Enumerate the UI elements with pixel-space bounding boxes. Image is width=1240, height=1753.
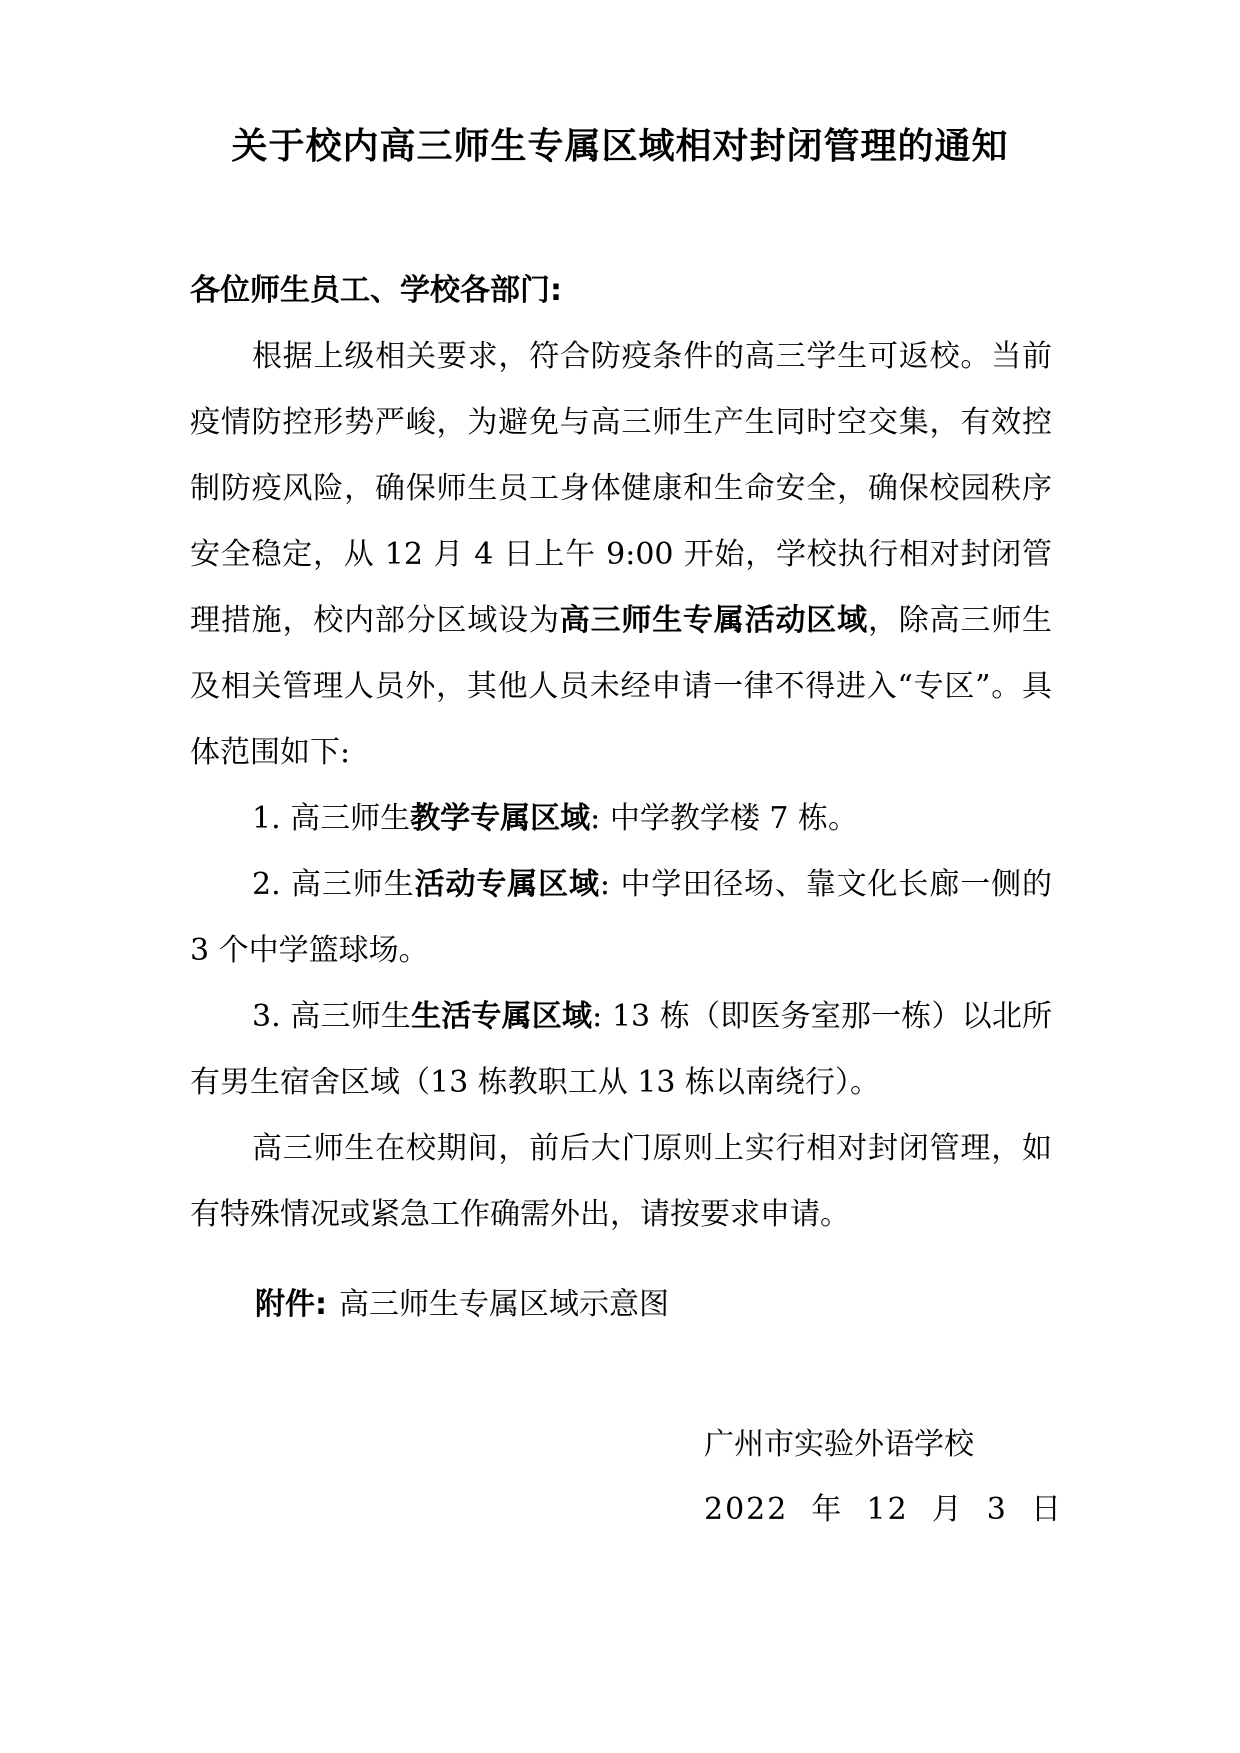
signature-date (704, 1490, 1063, 1530)
attachment-line (255, 1285, 669, 1325)
list-item-highlight: 活动专属区域 (414, 867, 600, 902)
list-item-suffix: : 13 栋（即医务室那一栋）以北所有男生宿舍区域（13 栋教职工从 13 栋以南绕行）。 (190, 999, 1052, 1100)
document-title: 关于校内高三师生专属区域相对封闭管理的通知 (231, 126, 1009, 167)
list-item-prefix: 3. 高三师生 (252, 999, 412, 1034)
list-item-prefix: 1. 高三师生 (252, 801, 411, 836)
salutation: 各位师生员工、学校各部门: (190, 273, 562, 308)
list-item-activity-area (190, 852, 1052, 984)
list-item-teaching-area (190, 786, 1052, 852)
paragraph-closing: 高三师生在校期间，前后大门原则上实行相对封闭管理，如有特殊情况或紧急工作确需外出，请按要求申请。 (190, 1131, 1052, 1232)
list-item-highlight: 教学专属区域 (410, 801, 591, 836)
attachment-title: 高三师生专属区域示意图 (339, 1287, 669, 1322)
signature-organization: 广州市实验外语学校 (704, 1427, 974, 1462)
paragraph-intro-text-2: ，除高三师生及相关管理人员外，其他人员未经申请一律不得进入“专区”。具体范围如下: (190, 603, 1053, 770)
paragraph-intro-highlight: 高三师生专属活动区域 (559, 603, 868, 638)
list-item-highlight: 生活专属区域 (411, 999, 593, 1034)
list-item-suffix: : 中学田径场、靠文化长廊一侧的 3 个中学篮球场。 (190, 867, 1052, 968)
paragraph-intro-text-1: 根据上级相关要求，符合防疫条件的高三学生可返校。当前疫情防控形势严峻，为避免与高三师生产生同时空交集，有效控制防疫风险，确保师生员工身体健康和生命安全，确保校园秩序安全稳定，从 12 月 4 日上午 9:00 开始，学校执行相对封闭管理措施，校内部分区域设为 (190, 339, 1052, 638)
attachment-label: 附件: (255, 1287, 327, 1322)
paragraph-intro (190, 324, 1052, 786)
document-body (190, 258, 1052, 1248)
list-item-prefix: 2. 高三师生 (252, 867, 415, 902)
list-item-suffix: : 中学教学楼 7 栋。 (590, 801, 858, 836)
signature-date-text: 2022 年 12 月 3 日 (704, 1492, 1063, 1527)
list-item-living-area (190, 984, 1052, 1116)
